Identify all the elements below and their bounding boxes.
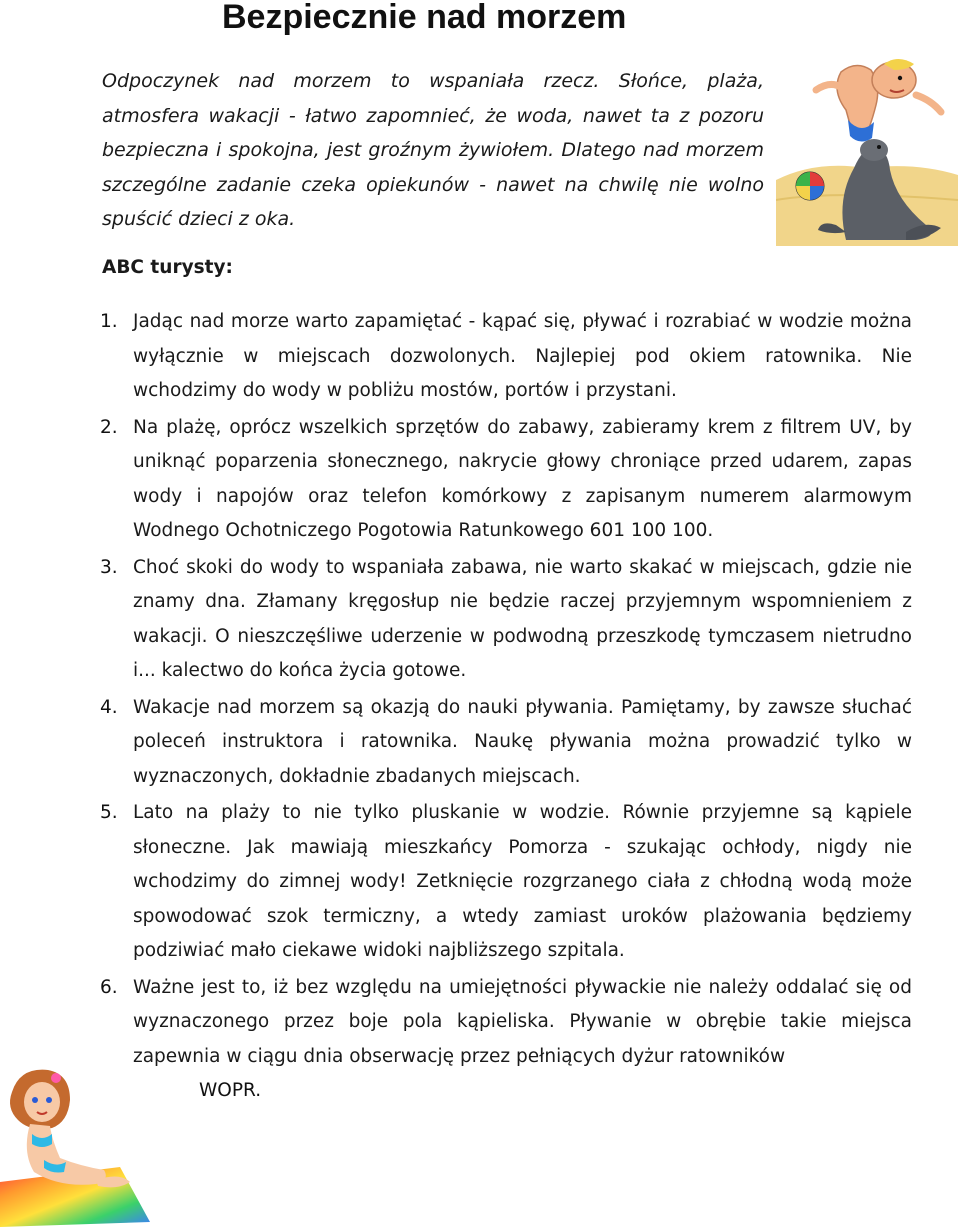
rule-text-tail: WOPR. [199,1080,262,1101]
girl-on-beach-towel-icon [0,1062,150,1227]
intro-paragraph: Odpoczynek nad morzem to wspaniała rzecz. Słońce, plaża, atmosfera wakacji - łatwo zapomnieć, że woda, nawet ta z pozoru bezpieczna i spokojna, jest groźnym żywiołem. Dlatego nad morzem szczególne zadanie czeka opiekunów - nawet na chwilę nie wolno spuścić dzieci z oka. [102,70,764,230]
rule-text: Jadąc nad morze warto zapamiętać - kąpać się, pływać i rozrabiać w wodzie można wyłącznie w miejscach dozwolonych. Najlepiej pod okiem ratownika. Nie wchodzimy do wody w pobliżu mostów, portów i przystani. [133,311,912,401]
rule-text: Ważne jest to, iż bez względu na umiejętności pływackie nie należy oddalać się od wyznaczonego przez boje pola kąpieliska. Pływanie w obrębie takie miejsca zapewnia w ciągu dnia obserwację przez pełniących dyżur ratowników [133,976,912,1067]
rule-text: Na plażę, oprócz wszelkich sprzętów do zabawy, zabieramy krem z filtrem UV, by uniknąć poparzenia słonecznego, nakrycie głowy chroniące przed udarem, zapas wody i napojów oraz telefon komórkowy z zapisanym numerem alarmowym Wodnego Ochotniczego Pogotowia Ratunkowego 601 100 100. [133,416,912,541]
list-item [100,796,912,969]
list-item [100,551,912,689]
section-heading: ABC turysty: [102,257,233,278]
list-item [100,971,912,1109]
page-title: Bezpiecznie nad morzem [222,0,627,36]
rule-number: 4. [100,696,118,718]
list-item [100,691,912,795]
rules-list [100,305,912,1111]
seal-with-ball-and-man-icon [776,50,958,246]
rule-number: 1. [100,311,118,332]
rule-number: 6. [100,976,118,998]
rule-number: 3. [100,556,118,578]
rule-text: Lato na plaży to nie tylko pluskanie w wodzie. Równie przyjemne są kąpiele słoneczne. Jak mawiają mieszkańcy Pomorza - szukając ochłody, nigdy nie wchodzimy do zimnej wody! Zetknięcie rozgrzanego ciała z chłodną wodą może spowodować szok termiczny, a wtedy zamiast uroków plażowania będziemy podziwiać mało ciekawe widoki najbliższego szpitala. [133,802,912,961]
rule-number: 2. [100,416,118,438]
rule-number: 5. [100,802,118,823]
rule-text: Wakacje nad morzem są okazją do nauki pływania. Pamiętamy, by zawsze słuchać poleceń instruktora i ratownika. Naukę pływania można prowadzić tylko w wyznaczonych, dokładnie zbadanych miejscach. [133,696,912,787]
rule-text: Choć skoki do wody to wspaniała zabawa, nie warto skakać w miejscach, gdzie nie znamy dna. Złamany kręgosłup nie będzie raczej przyjemnym wspomnieniem z wakacji. O nieszczęśliwe uderzenie w podwodną przeszkodę tymczasem nietrudno i... kalectwo do końca życia gotowe. [133,556,912,681]
list-item [100,305,912,409]
list-item [100,411,912,549]
